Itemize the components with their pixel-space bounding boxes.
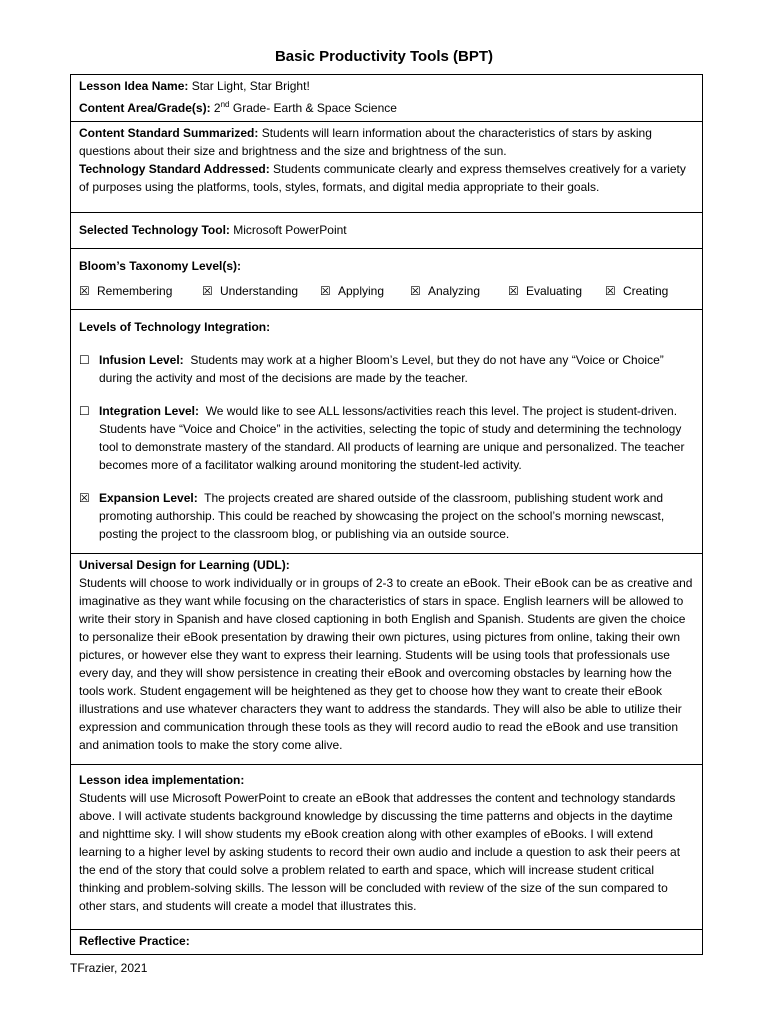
udl-row (71, 554, 703, 765)
implementation-row (71, 765, 703, 930)
reflective-practice-label: Reflective Practice: (79, 934, 190, 948)
integration-label: Levels of Technology Integration: (79, 320, 271, 334)
integration-row (71, 310, 703, 554)
checkbox-icon: ☒ (605, 284, 616, 298)
checkbox-icon[interactable]: ☐ (79, 404, 90, 418)
blooms-option-creating[interactable]: ☒ Creating (605, 284, 669, 298)
checkbox-icon: ☒ (320, 284, 331, 298)
blooms-option-analyzing[interactable]: ☒ Analyzing (410, 284, 481, 298)
level-name: Integration Level: (99, 404, 200, 418)
grade-number: 2 (213, 101, 221, 115)
implementation-label: Lesson idea implementation: (79, 773, 245, 787)
implementation-text: Students will use Microsoft PowerPoint to create an eBook that addresses the content and technology standards above. I will activate students background knowledge by discussing the time patterns and objects in the daytime and nighttime sky. I will show students my eBook creation along with other examples of eBooks. I will extend learning to a higher level by asking students to record their own audio and include a question to ask their peers at the end of the story that could solve a problem related to earth and space, which will increase student critical thinking and problem-solving skills. The lesson will be concluded with review of the size of the sun compared to other stars, and students will create a model that illustrates this. (79, 791, 681, 913)
level-name: Infusion Level: (99, 353, 184, 367)
blooms-option-remembering[interactable]: ☒ Remembering (79, 284, 173, 298)
blooms-option-understanding[interactable]: ☒ Understanding (202, 284, 299, 298)
content-area-label: Content Area/Grade(s): (79, 101, 211, 115)
integration-level-integration (79, 402, 694, 474)
lesson-plan-form (70, 74, 703, 955)
checkbox-icon: ☒ (410, 284, 421, 298)
blooms-option-applying[interactable]: ☒ Applying (320, 284, 385, 298)
level-name: Expansion Level: (99, 491, 198, 505)
technology-standard-text: Students communicate clearly and express themselves creatively for a variety of purposes using the platforms, tools, styles, formats, and digital media appropriate to their goals. (79, 162, 686, 194)
checkbox-icon[interactable]: ☒ (79, 491, 90, 505)
udl-text: Students will choose to work individually or in groups of 2-3 to create an eBook. Their eBook can be as creative and imaginative as they want while focusing on the characteristics of stars in space. English learners will be allowed to write their story in Spanish and have closed captioning in both English and Spanish. Students are given the choice to personalize their eBook presentation by drawing their own pictures, using pictures from online, taking their own pictures, or however else they want to express their learning. Students will be using tools that professionals use every day, and they will show persistence in creating their eBook and overcoming obstacles by learning how the tools work. Student engagement will be heightened as they get to choose how they want to create their eBook illustrations and use whatever characters they want to address the standards. They will also be able to utilize their expression and communication through these tools as they will record audio to read the eBook and use transition and animation tools to make the story come alive. (79, 576, 693, 752)
reflective-practice-row (71, 930, 703, 955)
checkbox-icon: ☒ (202, 284, 213, 298)
level-description: We would like to see ALL lessons/activities reach this level. The project is student-driven. Students have “Voice and Choice” in the activities, selecting the topic of study and determining the technology tool to demonstrate mastery of the standard. All products of learning are unique and personalized. The teacher becomes more of a facilitator walking around monitoring the student-led activity. (99, 404, 685, 472)
blooms-option-evaluating[interactable]: ☒ Evaluating (508, 284, 583, 298)
lesson-name-label: Lesson Idea Name: (79, 79, 189, 93)
blooms-label: Bloom’s Taxonomy Level(s): (79, 259, 242, 273)
integration-level-infusion (79, 351, 694, 387)
technology-standard-label: Technology Standard Addressed: (79, 162, 270, 176)
checkbox-icon: ☒ (508, 284, 519, 298)
technology-tool-label: Selected Technology Tool: (79, 223, 230, 237)
grade-suffix: nd (220, 100, 230, 109)
checkbox-icon: ☒ (79, 284, 90, 298)
technology-tool-value: Microsoft PowerPoint (233, 223, 347, 237)
standards-row (71, 122, 703, 213)
checkbox-icon[interactable]: ☐ (79, 353, 90, 367)
technology-tool-row (71, 213, 703, 249)
blooms-options (79, 282, 694, 300)
grade-subject: Grade- Earth & Space Science (232, 101, 397, 115)
lesson-name-value: Star Light, Star Bright! (191, 79, 310, 93)
level-description: Students may work at a higher Bloom’s Level, but they do not have any “Voice or Choice” during the activity and most of the decisions are made by the teacher. (99, 353, 664, 385)
footer-author: TFrazier, 2021 (70, 961, 148, 975)
content-standard-text: Students will learn information about the characteristics of stars by asking questions about their size and brightness and the size and brightness of the sun. (79, 126, 652, 158)
blooms-row (71, 249, 703, 310)
lesson-name-row (71, 75, 703, 96)
document-title: Basic Productivity Tools (BPT) (274, 48, 494, 65)
content-standard-label: Content Standard Summarized: (79, 126, 259, 140)
level-description: The projects created are shared outside of the classroom, publishing student work and promoting authorship. This could be reached by showcasing the project on the school’s morning newscast, posting the project to the classroom blog, or publishing via an outside source. (99, 491, 665, 541)
integration-level-expansion (79, 489, 694, 543)
content-area-row (71, 95, 703, 122)
udl-label: Universal Design for Learning (UDL): (79, 558, 290, 572)
